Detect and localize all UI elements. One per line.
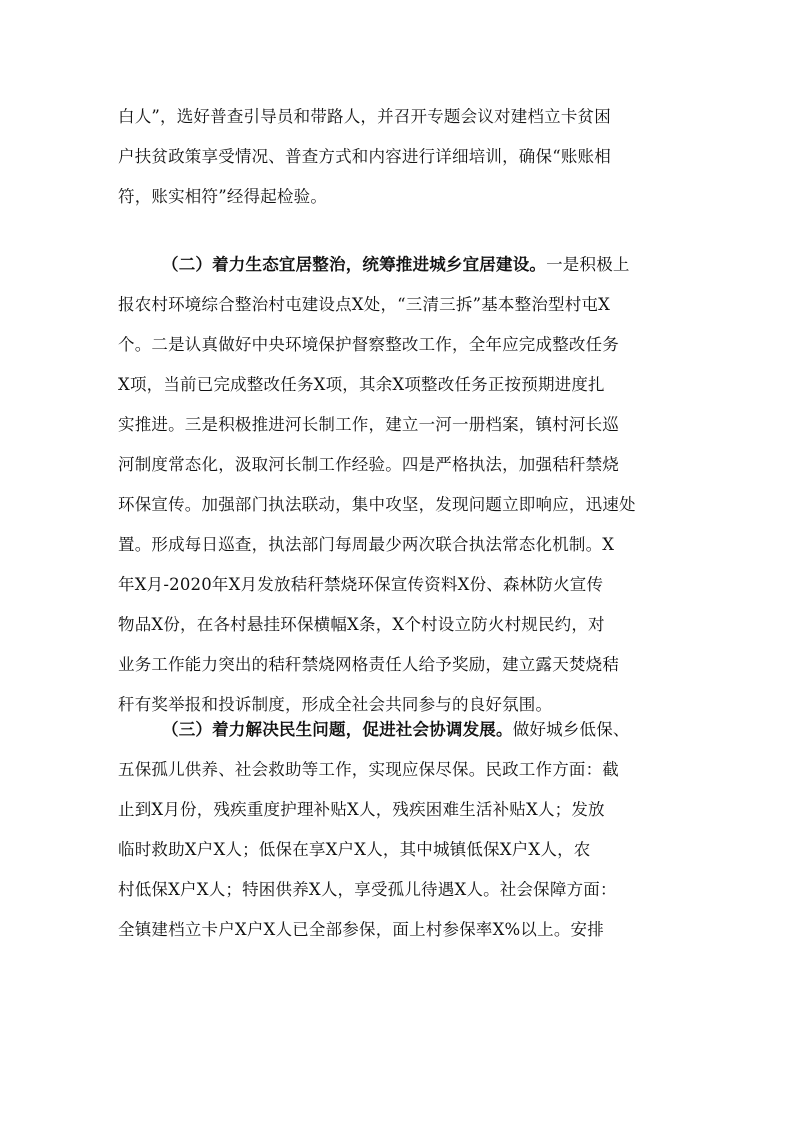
text-line [118, 645, 690, 685]
paragraph-2 [118, 245, 690, 725]
body-text: 五保孤儿供养、社会救助等工作，实现应保尽保。民政工作方面：截 [118, 760, 619, 779]
text-line [118, 405, 690, 445]
text-line [118, 285, 690, 325]
text-line [118, 137, 690, 177]
body-text: 临时救助X户X人；低保在享X户X人，其中城镇低保X户X人，农 [118, 840, 591, 859]
text-line [118, 177, 690, 217]
paragraph-3 [118, 710, 690, 950]
text-line [118, 790, 690, 830]
body-text: 河制度常态化，汲取河长制工作经验。四是严格执法，加强秸秆禁烧 [118, 455, 619, 474]
body-text: 一是积极上 [546, 255, 630, 274]
text-line [118, 750, 690, 790]
text-line [118, 365, 690, 405]
text-line [118, 910, 690, 950]
body-text: 白人”，选好普查引导员和带路人，并召开专题会议对建档立卡贫困 [118, 107, 611, 126]
text-line [118, 710, 690, 750]
body-text: 村低保X户X人；特困供养X人，享受孤儿待遇X人。社会保障方面： [118, 880, 617, 899]
body-text: X项，当前已完成整改任务X项，其余X项整改任务正按预期进度扎 [118, 375, 605, 394]
text-line [118, 605, 690, 645]
body-text: 个。二是认真做好中央环境保护督察整改工作，全年应完成整改任务 [118, 335, 619, 354]
text-line [118, 325, 690, 365]
text-line [118, 97, 690, 137]
paragraph-1 [118, 97, 690, 217]
text-line [118, 445, 690, 485]
section-heading: （二）着力生态宜居整治，统筹推进城乡宜居建设。 [162, 255, 547, 274]
body-text: 报农村环境综合整治村屯建设点X处，“三清三拆”基本整治型村屯X [118, 295, 611, 314]
body-text: 业务工作能力突出的秸秆禁烧网格责任人给予奖励，建立露天焚烧秸 [118, 655, 619, 674]
section-heading: （三）着力解决民生问题，促进社会协调发展。 [162, 720, 513, 739]
body-text: 置。形成每日巡查，执法部门每周最少两次联合执法常态化机制。X [118, 535, 615, 554]
body-text: 全镇建档立卡户X户X人已全部参保，面上村参保率X%以上。安排 [118, 920, 604, 939]
text-line [118, 870, 690, 910]
body-text: 年X月-2020年X月发放秸秆禁烧环保宣传资料X份、森林防火宣传 [118, 575, 604, 594]
text-line [118, 245, 690, 285]
text-line [118, 830, 690, 870]
text-line [118, 485, 690, 525]
body-text: 户扶贫政策享受情况、普查方式和内容进行详细培训，确保“账账相 [118, 147, 611, 166]
body-text: 符，账实相符”经得起检验。 [118, 187, 328, 206]
body-text: 物品X份，在各村悬挂环保横幅X条，X个村设立防火村规民约，对 [118, 615, 605, 634]
body-text: 实推进。三是积极推进河长制工作，建立一河一册档案，镇村河长巡 [118, 415, 619, 434]
body-text: 秆有奖举报和投诉制度，形成全社会共同参与的良好氛围。 [118, 695, 553, 714]
body-text: 做好城乡低保、 [512, 720, 630, 739]
text-line [118, 565, 690, 605]
body-text: 环保宣传。加强部门执法联动，集中攻坚，发现问题立即响应，迅速处 [118, 495, 636, 514]
body-text: 止到X月份，残疾重度护理补贴X人，残疾困难生活补贴X人；发放 [118, 800, 605, 819]
text-line [118, 525, 690, 565]
